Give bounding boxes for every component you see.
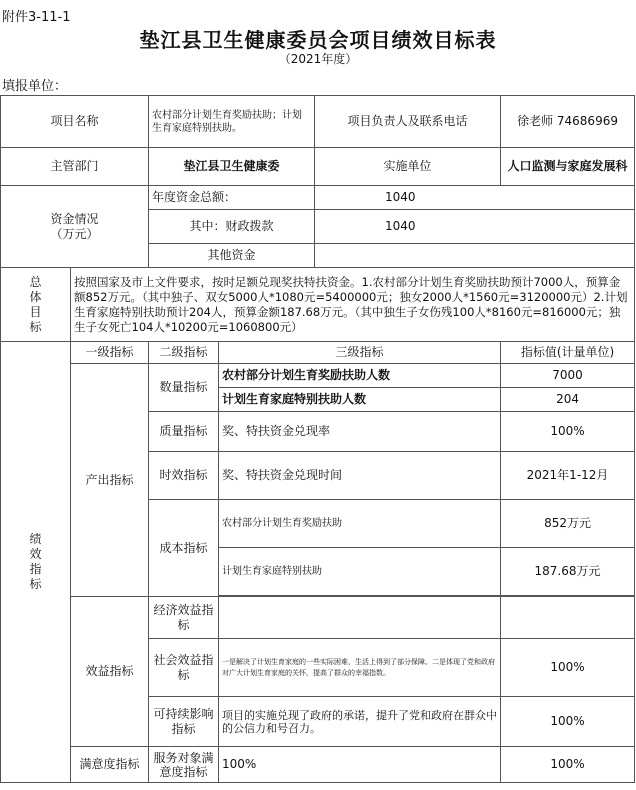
dept-row: [1, 148, 635, 186]
sustain-value: 100%: [501, 697, 635, 747]
q2-name: 计划生育家庭特别扶助人数: [219, 388, 501, 412]
header-value: 指标值(计量单位): [501, 342, 635, 364]
social-name: 一是解决了计划生育家庭的一些实际困难，生活上得到了部分保障。二是体现了党和政府对广大计划生育家庭的关怀，提高了群众的幸福指数。: [219, 639, 501, 697]
project-name-label: 项目名称: [1, 96, 149, 148]
goal-row: [1, 268, 635, 342]
social-indicator-label: 社会效益指标: [149, 639, 219, 697]
cost2-value: 187.68万元: [501, 548, 635, 596]
time-name: 奖、特扶资金兑现时间: [219, 452, 501, 500]
funds-other-label: 其他资金: [149, 244, 315, 268]
q1-value: 7000: [501, 364, 635, 388]
indicator-row: [1, 364, 635, 388]
project-leader-label: 项目负责人及联系电话: [315, 96, 501, 148]
cost1-value: 852万元: [501, 500, 635, 548]
output-indicator-label: 产出指标: [71, 364, 149, 597]
indicator-header-row: [1, 342, 635, 364]
dept-label: 主管部门: [1, 148, 149, 186]
goal-text: 按照国家及市上文件要求，按时足额兑现奖扶特扶资金。1.农村部分计划生育奖励扶助预计7000人，预算金额852万元。（其中独子、双女5000人*1080元=5400000元；独女2000人*1560元=3120000元）2.计划生育家庭特别扶助预计204人，预算金额187.68万元。（其中独生子女伤残100人*8160元=816000元；独生子女死亡104人*10200元=1060800元）: [71, 268, 635, 342]
service-name: 100%: [219, 747, 501, 783]
quality-value: 100%: [501, 412, 635, 452]
attachment-number: 附件3-11-1: [2, 10, 71, 25]
header-level3: 三级指标: [219, 342, 501, 364]
sustain-name: 项目的实施兑现了政府的承诺，提升了党和政府在群众中的公信力和号召力。: [219, 697, 501, 747]
fill-unit-label: 填报单位：: [2, 79, 68, 94]
indicator-row: [1, 597, 635, 639]
year-subtitle: （2021年度）: [278, 52, 358, 66]
funds-label: 资金情况 （万元）: [1, 186, 149, 268]
q1-name: 农村部分计划生育奖励扶助人数: [219, 364, 501, 388]
cost2-name: 计划生育家庭特别扶助: [219, 548, 501, 596]
quality-indicator-label: 质量指标: [149, 412, 219, 452]
time-indicator-label: 时效指标: [149, 452, 219, 500]
header-level2: 二级指标: [149, 342, 219, 364]
indicators-section-label: 绩 效 指 标: [1, 342, 71, 783]
econ-value: [501, 597, 635, 639]
service-indicator-label: 服务对象满意度指标: [149, 747, 219, 783]
service-value: 100%: [501, 747, 635, 783]
cost1-name: 农村部分计划生育奖励扶助: [219, 500, 501, 548]
project-row: [1, 96, 635, 148]
cost-indicator-label: 成本指标: [149, 500, 219, 597]
econ-indicator-label: 经济效益指标: [149, 597, 219, 639]
q2-value: 204: [501, 388, 635, 412]
impl-label: 实施单位: [315, 148, 501, 186]
funds-total-label: 年度资金总额：: [149, 186, 315, 210]
performance-table: [0, 95, 635, 783]
project-leader-value: 徐老师 74686969: [501, 96, 635, 148]
social-value: 100%: [501, 639, 635, 697]
quality-name: 奖、特扶资金兑现率: [219, 412, 501, 452]
project-name-value: 农村部分计划生育奖励扶助；计划生育家庭特别扶助。: [149, 96, 315, 148]
funds-total-row: [1, 186, 635, 210]
funds-fiscal-label: 其中：财政拨款: [149, 210, 315, 244]
time-value: 2021年1-12月: [501, 452, 635, 500]
funds-total-value: 1040: [315, 186, 635, 210]
goal-label: 总 体 目 标: [1, 268, 71, 342]
satisfaction-indicator-label: 满意度指标: [71, 747, 149, 783]
dept-value: 垫江县卫生健康委: [149, 148, 315, 186]
page-title: 垫江县卫生健康委员会项目绩效目标表: [139, 28, 497, 52]
benefit-indicator-label: 效益指标: [71, 597, 149, 747]
indicator-row: [1, 747, 635, 783]
quantity-indicator-label: 数量指标: [149, 364, 219, 412]
sustain-indicator-label: 可持续影响指标: [149, 697, 219, 747]
impl-value: 人口监测与家庭发展科: [501, 148, 635, 186]
econ-name: [219, 597, 501, 639]
funds-fiscal-value: 1040: [315, 210, 635, 244]
header-level1: 一级指标: [71, 342, 149, 364]
funds-other-value: [315, 244, 635, 268]
